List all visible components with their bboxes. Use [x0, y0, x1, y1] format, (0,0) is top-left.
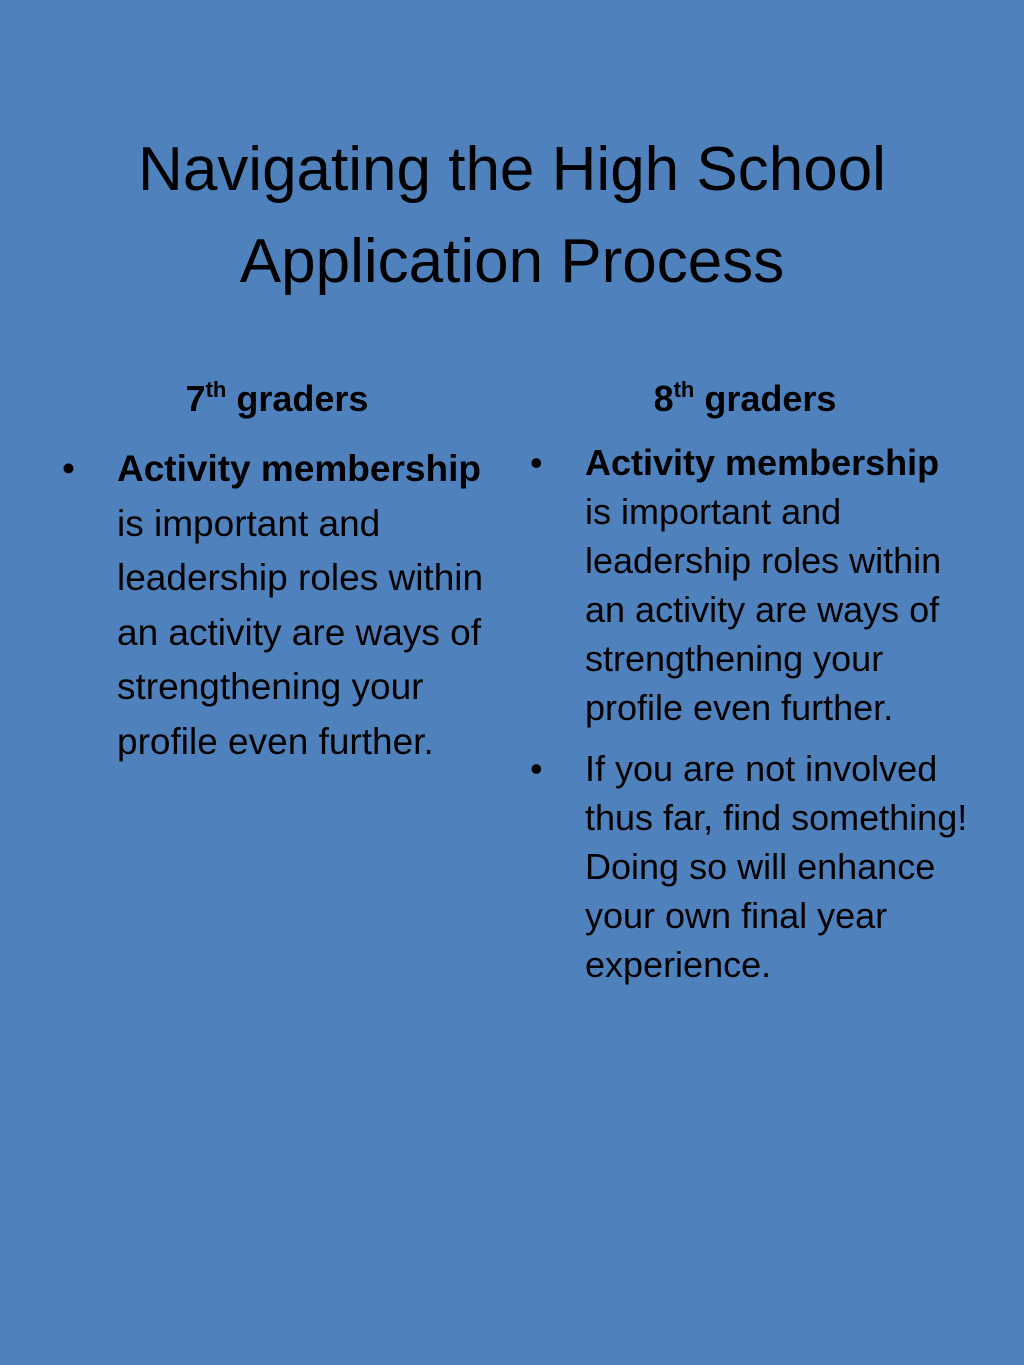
column-header-8th-graders — [530, 376, 960, 422]
bullet-icon: • — [530, 748, 543, 789]
header-ordinal-suffix: th — [205, 377, 227, 402]
slide-title — [0, 124, 1024, 308]
bullet-icon: • — [62, 448, 75, 489]
bullet-text: If you are not involved thus far, find something! Doing so will enhance your own final year experience. — [585, 748, 968, 985]
list-item — [530, 744, 970, 989]
header-number: 7 — [185, 378, 206, 419]
column-header-7th-graders — [62, 376, 492, 422]
title-line-2: Application Process — [239, 226, 785, 296]
bullet-bold-text: Activity membership — [117, 448, 481, 489]
bullet-list-7th-graders — [62, 442, 502, 769]
bullet-icon: • — [530, 442, 543, 483]
list-item — [62, 442, 502, 769]
bullet-text: is important and leadership roles within an activity are ways of strengthening your profile even further. — [585, 491, 942, 728]
header-label: graders — [694, 378, 837, 419]
bullet-list-8th-graders — [530, 438, 970, 989]
bullet-bold-text: Activity membership — [585, 442, 940, 483]
bullet-text: is important and leadership roles within an activity are ways of strengthening your profile even further. — [117, 502, 484, 762]
header-number: 8 — [653, 378, 674, 419]
header-ordinal-suffix: th — [673, 377, 695, 402]
title-line-1: Navigating the High School — [138, 134, 886, 204]
header-label: graders — [226, 378, 369, 419]
list-item — [530, 438, 970, 732]
